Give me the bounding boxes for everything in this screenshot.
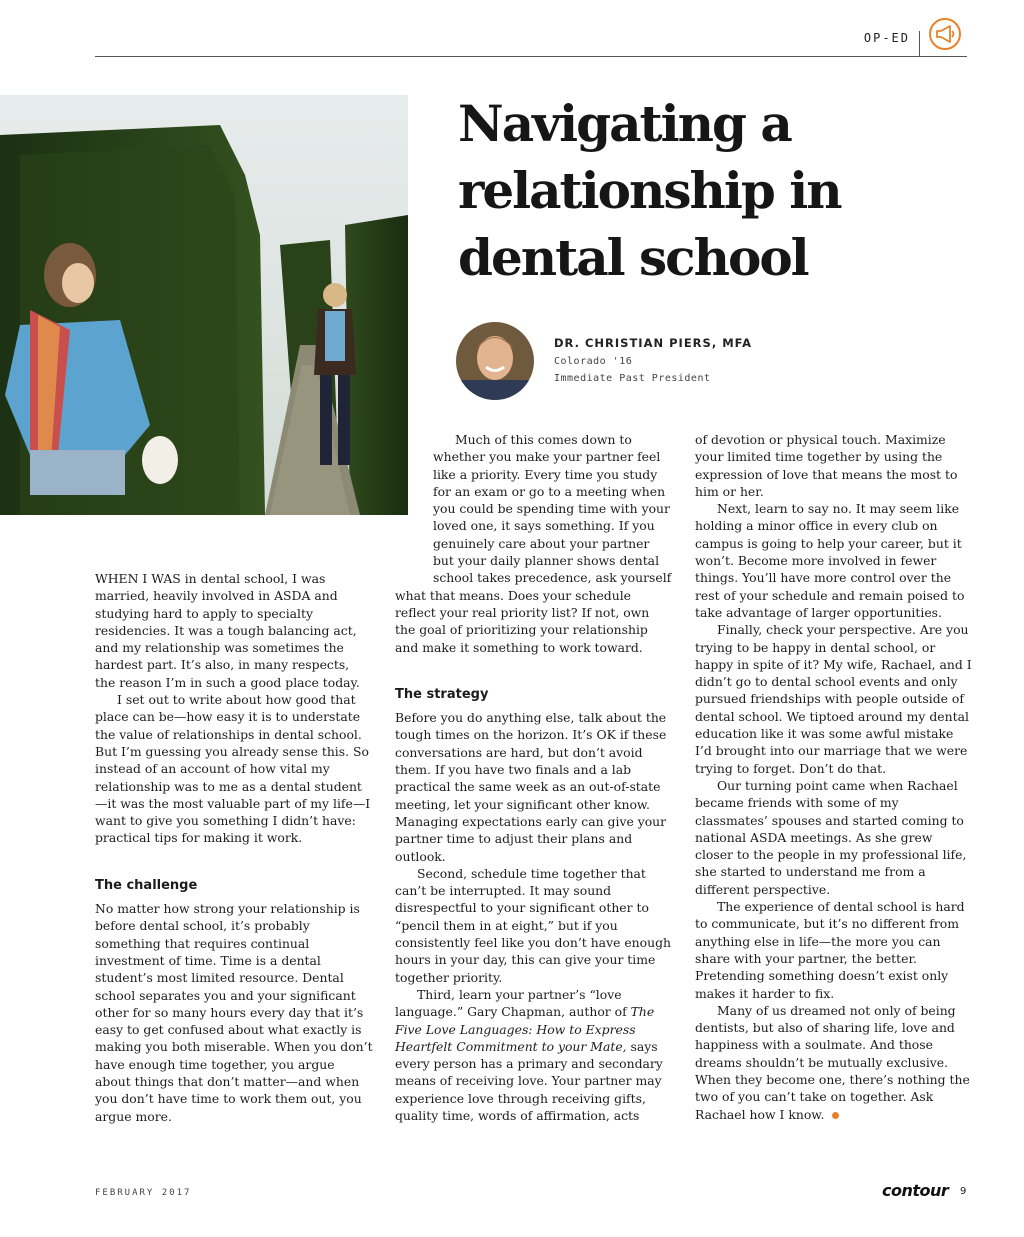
article-column-1 [95, 570, 373, 1125]
body-paragraph [395, 986, 673, 1124]
article-column-3 [695, 431, 973, 1123]
body-paragraph: of devotion or physical touch. Maximize your limited time together by using the expression of love that means the most to him or her. [695, 432, 958, 499]
author-avatar [456, 322, 534, 400]
body-paragraph: Finally, check your perspective. Are you trying to be happy in dental school, or happy in spite of it? My wife, Rachael, and I didn’t go to dental school events and only pursued friendships with people outside of dental school. We tiptoed around my dental education like it was some awful mistake I’d brought into our marriage that we were trying to forget. Don’t do that. [695, 622, 972, 776]
body-paragraph: Before you do anything else, talk about the tough times on the horizon. It’s OK if these conversations are hard, but don’t avoid them. If you have two finals and a lab practical the same week as an out-of-state meeting, let your significant other know. Managing expectations early can give your partner time to adjust their plans and outlook. [395, 710, 667, 864]
body-paragraph: Next, learn to say no. It may seem like holding a minor office in every club on campus is going to help your career, but it won’t. Become more involved in fewer things. You’ll have more control over the rest of your schedule and remain poised to take advantage of larger opportunities. [695, 501, 965, 620]
author-role: Immediate Past President [554, 373, 711, 384]
megaphone-icon [928, 17, 962, 51]
article-column-2 [395, 431, 673, 1124]
book-title: The Five Love Languages: How to Express Heartfelt Commitment to your Mate, [395, 1004, 655, 1054]
intro-paragraph: WHEN I WAS in dental school, I was married, heavily involved in ASDA and studying hard to apply to specialty residencies. It was a tough balancing act, and my relationship was sometimes the hardest part. It’s also, in many respects, the reason I’m in such a good place today. [95, 571, 360, 690]
brand-logo: contour [882, 1181, 949, 1200]
body-paragraph: No matter how strong your relationship is before dental school, it’s probably something that requires continual investment of time. Time is a dental student’s most limited resource. Dental school separates you and your significant other for so many hours every day that it’s easy to get confused about what exactly is making you both miserable. When you don’t have enough time together, you argue about things that don’t matter—and when you don’t have time to work them out, you argue more. [95, 901, 373, 1124]
body-paragraph: I set out to write about how good that place can be—how easy it is to understate the value of relationships in dental school. But I’m guessing you already sense this. So instead of an account of how vital my relationship was to me as a dental student—it was the most valuable part of my life—I want to give you something I didn’t have: practical tips for making it work. [95, 692, 371, 846]
header-divider [919, 31, 920, 57]
section-label: OP-ED [863, 31, 910, 45]
section-heading-strategy: The strategy [395, 686, 489, 702]
closing-paragraph [695, 1002, 973, 1123]
article-headline: Navigating a relationship in dental school [458, 94, 841, 287]
text-run: Third, learn your partner’s “love language.” Gary Chapman, author of [395, 986, 631, 1020]
author-school: Colorado '16 [554, 356, 633, 367]
page-number: 9 [960, 1186, 967, 1197]
hero-photo [0, 95, 408, 515]
text-run: Many of us dreamed not only of being dentists, but also of sharing life, love and happiness with a soulmate. And those dreams shouldn’t be mutually exclusive. When they become one, there’s nothing the two of you can’t take on together. Ask Rachael how I know. [695, 1002, 970, 1122]
section-heading-challenge: The challenge [95, 877, 198, 893]
text-run: says every person has a primary and secondary means of receiving love. Your partner may experience love through receiving gifts, quality time, words of affirmation, acts [395, 1038, 663, 1123]
header-rule [95, 56, 967, 57]
body-paragraph: Second, schedule time together that can’t be interrupted. It may sound disrespectful to your significant other to “pencil them in at eight,” but if you consistently feel like you don’t have enough hours in your day, this can give your time together priority. [395, 865, 672, 985]
photo-wrap-spacer [395, 431, 433, 571]
author-name: DR. CHRISTIAN PIERS, MFA [554, 336, 753, 350]
body-paragraph: Much of this comes down to whether you make your partner feel like a priority. Every time you study for an exam or go to a meeting when you could be spending time with your loved one, it says something. If you genuinely care about your partner but your daily planner shows dental school takes precedence, ask yourself what that means. Does your schedule reflect your real priority list? If not, own the goal of prioritizing your relationship and make it something to work toward. [395, 432, 672, 655]
footer-date: FEBRUARY 2017 [95, 1188, 192, 1198]
end-mark-icon [832, 1112, 839, 1119]
body-paragraph: The experience of dental school is hard to communicate, but it’s no different from anything else in life—the more you can share with your partner, the better. Pretending something doesn’t exist only makes it harder to fix. [695, 899, 965, 1001]
body-paragraph: Our turning point came when Rachael became friends with some of my classmates’ spouses and started coming to national ASDA meetings. As she grew closer to the people in my professional life, she started to understand me from a different perspective. [695, 777, 967, 897]
